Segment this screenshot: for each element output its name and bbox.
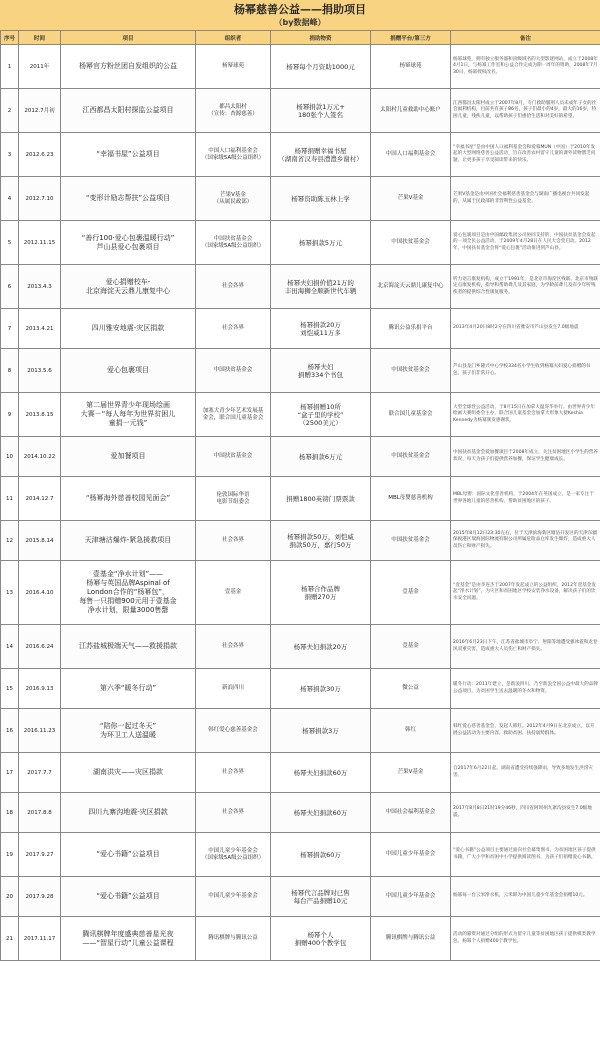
table-row [1,477,600,521]
row-number: 2 [1,89,19,133]
row-donation: 杨幂捐款5万元 [271,221,371,265]
row-date: 2014.10.22 [19,437,61,477]
row-organizer: 中国人口福利基金会 （国家级5A级公益组织） [196,133,271,177]
row-note: 2016年6月23日下午，江苏省盐城市阜宁、射阳等地遭受强冰雹和龙卷风双重灾害，造成重大人员伤亡和财产损失。 [451,625,600,669]
row-platform: 芒果V基金 [371,177,451,221]
row-number: 6 [1,265,19,309]
row-platform: 壹基金 [371,561,451,625]
row-donation: 杨幂捐款60万 [271,833,371,877]
table-body [1,45,600,961]
row-organizer: 社会各界 [196,753,271,793]
row-project: 四川雅安地震-灾区捐款 [61,309,196,349]
header-platform: 捐赠平台/第三方 [371,31,451,45]
row-note: 2015年8月12日23:30左右，位于天津滨海新区塘沽开发区的天津东疆保税港区瑞海国际物流有限公司所属危险品仓库发生爆炸，造成重大人员伤亡和财产损失。 [451,521,600,561]
row-organizer: 社会各界 [196,625,271,669]
row-organizer: 中国扶贫基金会 [196,437,271,477]
row-project: 江苏盐城极端天气——救援捐款 [61,625,196,669]
row-note: 杨幂每一台云米净水机，云米即为中国儿童少年基金会捐赠10元。 [451,877,600,917]
row-project: “变形计励志帮扶”公益项目 [61,177,196,221]
row-donation: 杨幂捐款6万元 [271,437,371,477]
row-note: 杨幂球苑，拥有独立服务器和顶级域名的大型影迷网站，成立于2008年4月1日，与杨幂工作室和公益合作完成为期一周年的资助，2008年7月30日，杨幂授权改名。 [451,45,600,89]
row-date: 2015.8.14 [19,521,61,561]
row-note: “幸福书屋”是由中国人口福利基金会和爱慕MUN（中国）于2010年发起的大型网络慈善公益活动，旨在改善农村留守儿童的课外读物匮乏问题，让更多孩子享受阅读带来的快乐。 [451,133,600,177]
row-organizer: 新浪四川 [196,669,271,709]
row-date: 2016.4.10 [19,561,61,625]
row-note: 暖冬行动：2011年建立，是新浪四川、乃至新浪全国公益中最大的品牌公益项目，为贫困学生送去温暖的冬衣和物资。 [451,669,600,709]
row-organizer: 社会各界 [196,309,271,349]
row-project: “陪你一起过冬天” 为环卫工人送温暖 [61,709,196,753]
row-date: 2012.6.23 [19,133,61,177]
row-organizer: 加塞大青少年艺术发展基 金会，联合国儿童基金会 [196,393,271,437]
row-organizer: 中国儿童少年基金会 （国家级5A级公益组织） [196,833,271,877]
table-row [1,561,600,625]
row-note: MBL母婴：国际文化慈善机构，于2004年在英国成立，是一家专注于世界各地儿童的慈善机构，帮助贫困地区的孩子。 [451,477,600,521]
row-platform: 杨幂球苑 [371,45,451,89]
row-platform: 中国社会福利基金会 [371,793,451,833]
row-donation: 杨幂夫妇捐款60万 [271,753,371,793]
table-header-row [1,31,600,45]
row-donation: 杨幂合作品牌 捐赠270万 [271,561,371,625]
row-note: 2013年4月20日8时2分在四川省雅安市芦山县发生7.0级地震 [451,309,600,349]
table-row [1,753,600,793]
row-organizer: 芒果V基金 （从属民政部） [196,177,271,221]
row-donation: 杨幂捐赠幸福书屋 （湖南省汉寿县澧澧乡谢村） [271,133,371,177]
row-date: 2017.11.17 [19,917,61,961]
row-organizer: 社会各界 [196,521,271,561]
row-platform: 芒果V基金 [371,753,451,793]
row-date: 2014.12.7 [19,477,61,521]
row-number: 12 [1,521,19,561]
row-number: 16 [1,709,19,753]
row-date: 2016.6.24 [19,625,61,669]
row-platform: 中国扶贫基金会 [371,221,451,265]
row-note: 大型全球性公益活动，于8月15日在加拿大温哥华举行。由世界青少年绘画大赛组委会主办，联合国儿童基金会加拿大形象大使Keshia Kennedy为杨幂颁发感谢状。 [451,393,600,437]
row-donation: 杨幂每个月资助1000元 [271,45,371,89]
row-organizer: 中国扶贫基金会 （国家级5A级公益组织） [196,221,271,265]
row-project: “爱心书籍”公益项目 [61,877,196,917]
row-number: 4 [1,177,19,221]
row-donation: 杨幂捐赠10所 “盒子里的学校” （2500美元） [271,393,371,437]
row-number: 20 [1,877,19,917]
row-date: 2011年 [19,45,61,89]
row-platform: 腾讯公益乐捐平台 [371,309,451,349]
table-row [1,349,600,393]
row-note: 2017年8月8日21时19分46秒，四川省阿坝州九寨沟县发生7.0级地震。 [451,793,600,833]
row-date: 2013.8.15 [19,393,61,437]
table-row [1,625,600,669]
row-donation: 杨幂夫妇 捐赠334个书包 [271,349,371,393]
row-platform: 联合国儿童基金会 [371,393,451,437]
header-no: 序号 [1,31,19,45]
header-donation: 捐助物资 [271,31,371,45]
row-note: 爱心包裹项目是由中国邮政集团公司协同支持的，中国扶贫基金会发起的一项全民公益活动，于2009年4月28日在人民大会堂启动。2012年，中国扶贫基金会将“爱心包裹”活动推进到芦山县。 [451,221,600,265]
row-date: 2017.9.27 [19,833,61,877]
row-date: 2016.9.13 [19,669,61,709]
document-title: 杨幂慈善公益——捐助项目 [234,3,366,16]
row-project: “善行100·爱心包裹温暖行动” 芦山县爱心包裹项目 [61,221,196,265]
row-donation: 杨幂捐款3万 [271,709,371,753]
row-date: 2012.7.10 [19,177,61,221]
row-project: 腾讯棋牌年度盛典慈善星光夜 ——“智星行动”儿童公益课程 [61,917,196,961]
row-platform: 北京海淀天云鼎儿康复中心 [371,265,451,309]
row-project: 湖南洪灾——灾区捐款 [61,753,196,793]
row-donation: 捐赠1800英镑门票票款 [271,477,371,521]
row-date: 2017.8.8 [19,793,61,833]
row-project: 天津塘沽爆炸-紧急援救项目 [61,521,196,561]
row-number: 13 [1,561,19,625]
row-project: “杨幂海外慈善校园见面会” [61,477,196,521]
row-date: 2012.11.15 [19,221,61,265]
row-donation: 杨幂夫妇捐款20万 [271,625,371,669]
header-project: 项目 [61,31,196,45]
row-note: 自2017年6月22日起，湖南省遭受持续强降雨，导致多地发生洪涝灾害。 [451,753,600,793]
row-organizer: 壹基金 [196,561,271,625]
row-number: 3 [1,133,19,177]
table-row [1,669,600,709]
document-subtitle: （by数据峰） [274,18,326,27]
row-project: 第二届世界青少年现场绘画 大赛－“每人每年为世界贫困儿 童捐一元钱” [61,393,196,437]
row-date: 2013.4.21 [19,309,61,349]
table-row [1,309,600,349]
row-number: 9 [1,393,19,437]
table-row [1,793,600,833]
row-note: 江西都昌太阳村成立于2007年8月，专门救助服刑人员未成年子女的社会福利机构，目前共有孩子86名，孩子们最小的4岁，最大的16岁，特困儿童，残疾儿童，以帮助孩子们重拾生活和对美好的希望。 [451,89,600,133]
table-row [1,177,600,221]
row-number: 8 [1,349,19,393]
row-platform: 中国儿童少年基金会 [371,833,451,877]
row-donation: 杨幂个人 捐赠400个教学包 [271,917,371,961]
row-date: 2013.4.3 [19,265,61,309]
row-organizer: 韩红爱心慈善基金会 [196,709,271,753]
table-row [1,393,600,437]
table-row [1,221,600,265]
row-platform: 中国扶贫基金会 [371,349,451,393]
row-project: 爱心捐赠校车- 北京海淀天云鼎儿康复中心 [61,265,196,309]
row-organizer: 社会各界 [196,793,271,833]
row-date: 2017.7.7 [19,753,61,793]
row-platform: 中国扶贫基金会 [371,437,451,477]
row-project: 壹基金“净水计划”—— 杨幂与英国品牌Aspinal of London合作的“杨幂包”， 每售一只捐赠900元用于壹基金 净水计划，限量3000售罄 [61,561,196,625]
row-platform: 韩红 [371,709,451,753]
row-donation: 杨幂夫妇捐价值21万的 丰田海狮全顺新世代车辆 [271,265,371,309]
table-row [1,133,600,177]
row-project: 四川九寨沟地震-灾区捐款 [61,793,196,833]
header-date: 时间 [19,31,61,45]
row-note: “壹基金”是由李连杰于2007年发起成立的公益组织，2012年壹基金发起“净水计划”，为灾区和贫困地区学校安装净水设备，解决孩子们的饮水安全问题。 [451,561,600,625]
header-organizer: 组织者 [196,31,271,45]
row-organizer: 社会各界 [196,265,271,309]
row-platform: MBL母婴慈善机构 [371,477,451,521]
row-platform: 腾讯棋牌与腾讯公益 [371,917,451,961]
row-note: “爱心书籍”公益项目主要通过面向社会募集图书，为贫困地区孩子提供书籍，广大小学和贫困中小学提供阅读图书，为孩子们捐赠爱心书籍。 [451,833,600,877]
row-number: 11 [1,477,19,521]
row-organizer: 都昌太阳村 （宣传：杏源慈善） [196,89,271,133]
table-row [1,709,600,753]
donation-table [0,30,600,961]
row-date: 2012.7月初 [19,89,61,133]
row-project: 第六季“暖冬行动” [61,669,196,709]
table-row [1,45,600,89]
row-donation: 杨幂代言品牌对已售 每台产品捐赠10元 [271,877,371,917]
row-project: “爱心书籍”公益项目 [61,833,196,877]
row-platform: 中国人口福利基金会 [371,133,451,177]
row-number: 1 [1,45,19,89]
row-date: 2017.9.28 [19,877,61,917]
header-note: 备注 [451,31,600,45]
row-platform: 中国扶贫基金会 [371,521,451,561]
row-note: 中国扶贫基金会爱加餐项目于2008年成立，关注贫困地区小学生的营养状况，每天为孩子们提供营养加餐，保证学生健康成长。 [451,437,600,477]
table-row [1,877,600,917]
row-project: 爱加餐项目 [61,437,196,477]
table-row [1,437,600,477]
row-platform: 中国儿童少年基金会 [371,877,451,917]
row-note: 芦山县龙门乡隆兴中心学校334名小学生收到杨幂夫妇爱心捐赠的书包，孩子们非常开心。 [451,349,600,393]
row-donation: 杨幂捐款20万 刘恺威11万多 [271,309,371,349]
row-donation: 杨幂捐款1万元+ 180张个人签名 [271,89,371,133]
row-number: 17 [1,753,19,793]
row-note: 韩红爱心慈善基金会，发起人韩红。2012年4月9日在北京成立，以开展公益活动为主要内容，救助贫困、扶持弱势群体。 [451,709,600,753]
table-row [1,89,600,133]
row-organizer: 腾讯棋牌与腾讯公益 [196,917,271,961]
row-donation: 杨幂资助陈玉林上学 [271,177,371,221]
row-organizer: 杨幂球苑 [196,45,271,89]
row-note: 活动的募资对通过分组的形式为留守儿童等贫困地区孩子提供棋类教学包，杨幂个人捐赠400个教学包。 [451,917,600,961]
row-number: 18 [1,793,19,833]
table-row [1,265,600,309]
table-row [1,521,600,561]
row-number: 5 [1,221,19,265]
row-organizer: 伦敦国际华语 电影节组委会 [196,477,271,521]
title-bar [0,0,600,31]
row-donation: 杨幂夫妇捐款60万 [271,793,371,833]
row-number: 15 [1,669,19,709]
row-donation: 杨幂捐款30万 [271,669,371,709]
row-project: 爱心包裹项目 [61,349,196,393]
row-number: 21 [1,917,19,961]
row-number: 14 [1,625,19,669]
row-project: 江西都昌太阳村探监公益项目 [61,89,196,133]
row-project: “幸福书屋”公益项目 [61,133,196,177]
row-number: 19 [1,833,19,877]
row-date: 2013.5.6 [19,349,61,393]
row-platform: 太阳村儿童救助中心账户 [371,89,451,133]
row-platform: 壹基金 [371,625,451,669]
row-number: 7 [1,309,19,349]
row-note: 芒果V基金是由中国社会福利慈善基金会与湖南广播电视台共同发起的，从属于民政部的非营利性公益基金。 [451,177,600,221]
row-project: 杨幂官方粉丝团自发组织的公益 [61,45,196,89]
table-row [1,917,600,961]
table-row [1,833,600,877]
row-organizer: 中国儿童少年基金会 [196,877,271,917]
row-organizer: 中国扶贫基金会 [196,349,271,393]
row-donation: 杨幂捐款50万，刘恺威 捐款50万，嘉行50万 [271,521,371,561]
row-note: 听力语言康复机构，成立于1991年，是北京市海淀区残联、北京市残联定点康复机构，指导和帮助聋儿及其家庭，为学龄前聋儿及有少年听残疾者的提供综合性康复服务。 [451,265,600,309]
row-platform: 微公益 [371,669,451,709]
row-number: 10 [1,437,19,477]
row-date: 2016.11.23 [19,709,61,753]
